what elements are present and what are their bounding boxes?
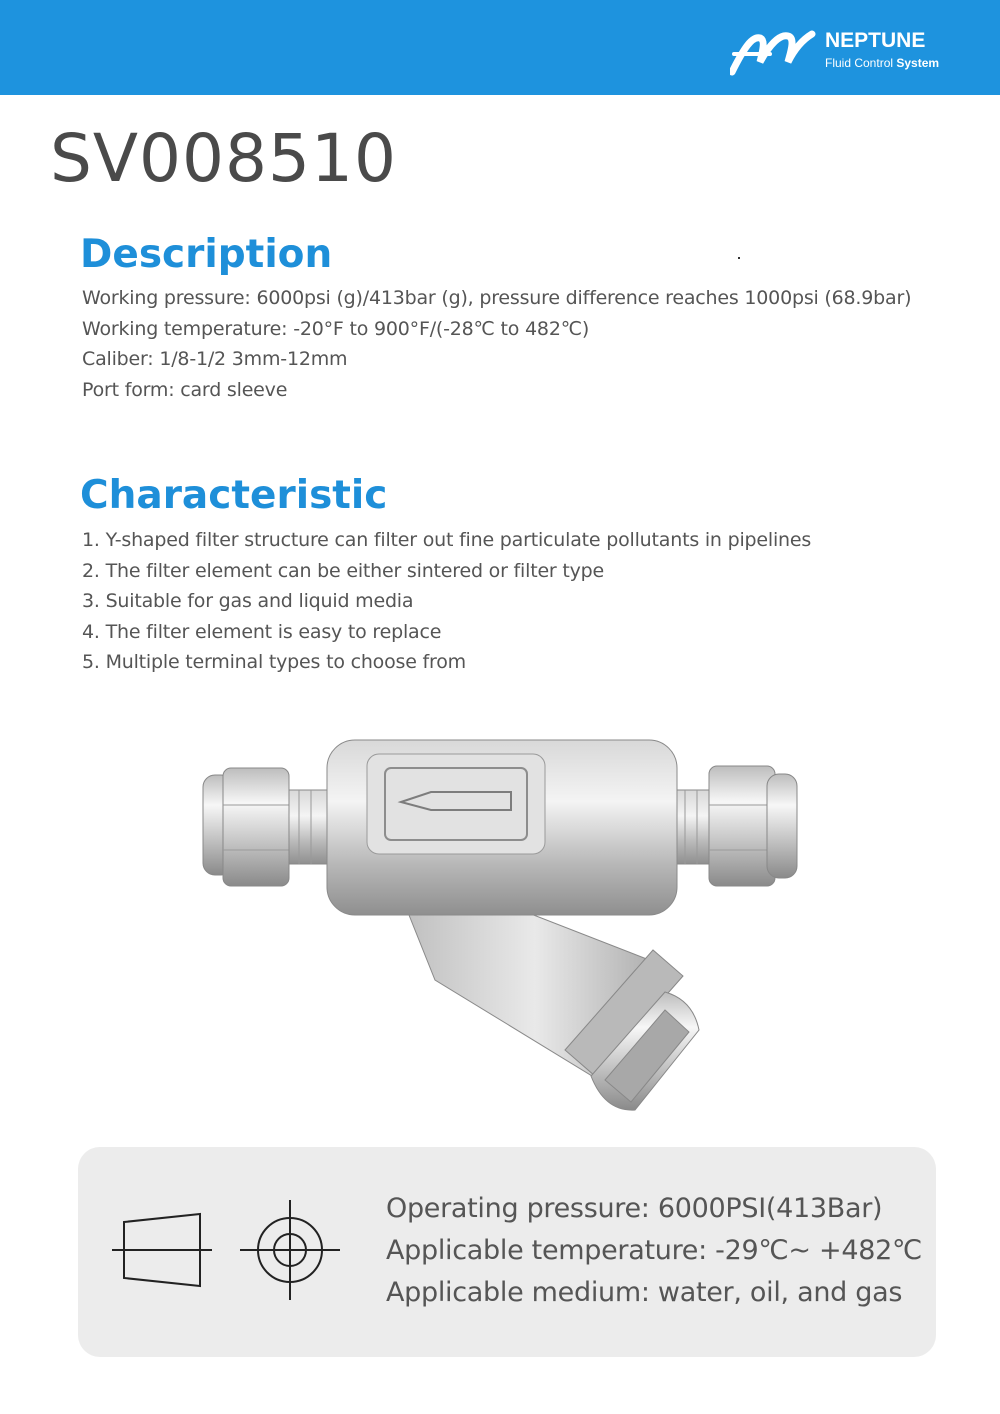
characteristic-line: 4. The filter element is easy to replace [82, 620, 442, 643]
characteristic-line: 2. The filter element can be either sintered or filter type [82, 559, 605, 582]
neptune-wave-logo-icon [730, 28, 816, 76]
characteristic-line: 5. Multiple terminal types to choose from [82, 651, 466, 673]
description-line: Working temperature: -20°F to 900°F/(-28℃ to 482℃) [82, 317, 590, 340]
description-list [82, 283, 911, 405]
spec-line: Applicable temperature: -29℃~ +482℃ [386, 1235, 922, 1266]
header-bar [0, 0, 1000, 95]
description-line: Working pressure: 6000psi (g)/413bar (g), pressure difference reaches 1000psi (68.9bar) [82, 287, 912, 309]
projection-front-view-icon [240, 1200, 340, 1300]
stray-dot [738, 257, 740, 259]
y-strainer-product-image [195, 730, 815, 1120]
description-heading: Description [80, 232, 333, 277]
neptune-logo [730, 24, 960, 79]
spec-list [386, 1188, 922, 1314]
characteristic-line: 3. Suitable for gas and liquid media [82, 590, 414, 612]
model-number: SV008510 [50, 120, 397, 197]
projection-side-view-icon [112, 1214, 212, 1286]
characteristic-heading: Characteristic [80, 473, 388, 518]
characteristic-list [82, 525, 811, 678]
spec-line: Applicable medium: water, oil, and gas [386, 1277, 903, 1308]
description-line: Caliber: 1/8-1/2 3mm-12mm [82, 348, 348, 370]
description-line: Port form: card sleeve [82, 378, 288, 401]
brand-name: NEPTUNE [825, 29, 926, 52]
brand-tagline: Fluid Control System [825, 56, 940, 70]
projection-symbols [112, 1200, 352, 1310]
characteristic-line: 1. Y-shaped filter structure can filter out fine particulate pollutants in pipelines [82, 529, 812, 551]
spec-line: Operating pressure: 6000PSI(413Bar) [386, 1193, 883, 1224]
